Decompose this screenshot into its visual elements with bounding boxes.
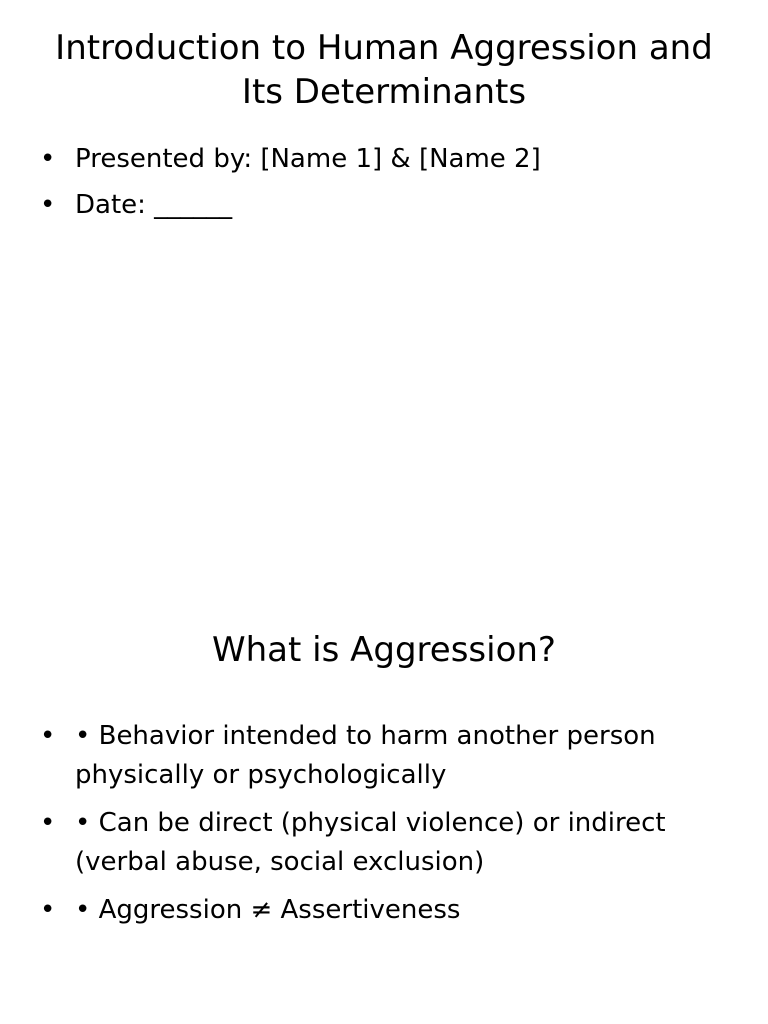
bullet-text-presenters: Presented by: [Name 1] & [Name 2] [75,144,541,174]
list-item [40,717,724,795]
bullet-text-date: Date: ______ [75,190,233,220]
bullet-icon: • [40,190,56,220]
bullet-icon: • [40,144,56,174]
slide-2 [0,512,768,1024]
bullet-icon: • [40,808,56,838]
list-item [40,891,724,930]
slide-1-title: Introduction to Human Aggression and Its Determinants [55,28,713,112]
bullet-icon: • [40,895,56,925]
list-item [40,804,724,882]
list-item [40,140,724,178]
bullet-icon: • [40,721,56,751]
slide-1-bullet-list [40,140,724,232]
slide-2-bullet-list [40,717,724,939]
bullet-text-assertiveness: • Aggression ≠ Assertiveness [75,895,461,925]
bullet-text-definition: • Behavior intended to harm another person physically or psychologically [75,721,656,790]
bullet-text-types: • Can be direct (physical violence) or indirect (verbal abuse, social exclusion) [75,808,666,877]
slide-2-title: What is Aggression? [212,630,556,670]
list-item [40,186,724,224]
